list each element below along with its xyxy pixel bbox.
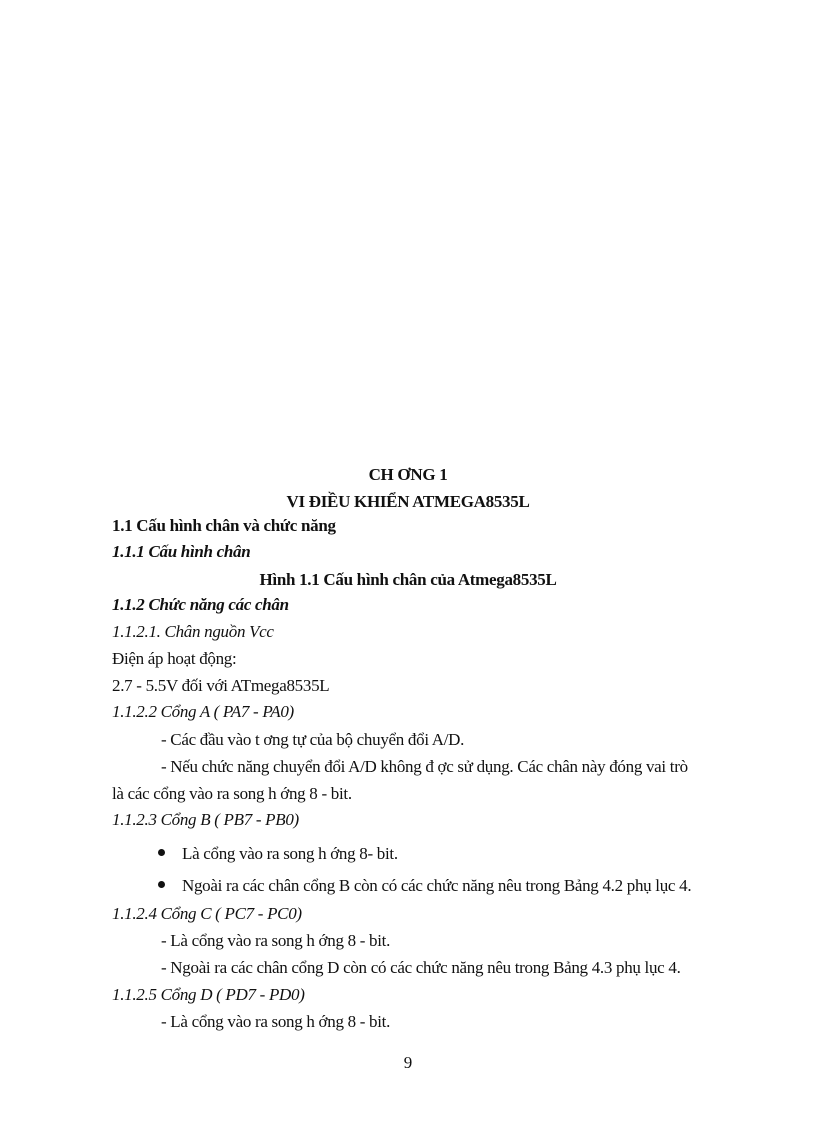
bullet-icon [158,881,165,888]
chapter-title: VI ĐIỀU KHIỂN ATMEGA8535L [286,492,530,511]
page-number: 9 [403,1053,413,1072]
body-text: Điện áp hoạt động: [112,649,237,668]
section-heading-1-1-2: 1.1.2 Chức năng các chân [112,595,289,614]
body-text: - Ngoài ra các chân cổng D còn có các chức năng nêu trong Bảng 4.3 phụ lục 4. [161,958,681,977]
bullet-item [158,843,398,865]
figure-placeholder [112,40,742,450]
section-heading-1-1: 1.1 Cấu hình chân và chức năng [112,516,336,535]
chapter-label: CH ƠNG 1 [368,465,448,484]
body-text: - Nếu chức năng chuyển đổi A/D không đ ợc sử dụng. Các chân này đóng vai trò [161,757,688,776]
subsection-heading-port-a: 1.1.2.2 Cổng A ( PA7 - PA0) [112,702,294,721]
subsection-heading-port-b: 1.1.2.3 Cổng B ( PB7 - PB0) [112,810,299,829]
section-heading-1-1-1: 1.1.1 Cấu hình chân [112,542,251,561]
bullet-item [158,875,691,897]
subsection-heading-port-d: 1.1.2.5 Cổng D ( PD7 - PD0) [112,985,305,1004]
bullet-icon [158,849,165,856]
body-text: - Các đầu vào t ơng tự của bộ chuyển đổi A/D. [161,730,465,749]
subsection-heading-port-c: 1.1.2.4 Cổng C ( PC7 - PC0) [112,904,302,923]
subsection-heading-vcc: 1.1.2.1. Chân nguồn Vcc [112,622,274,641]
body-text: 2.7 - 5.5V đối với ATmega8535L [112,676,330,695]
body-text: là các cổng vào ra song h ớng 8 - bit. [112,784,352,803]
bullet-text: Là cổng vào ra song h ớng 8- bit. [182,844,398,863]
body-text: - Là cổng vào ra song h ớng 8 - bit. [161,931,391,950]
bullet-text: Ngoài ra các chân cổng B còn có các chức năng nêu trong Bảng 4.2 phụ lục 4. [182,876,692,895]
figure-caption: Hình 1.1 Cấu hình chân của Atmega8535L [259,570,557,589]
body-text: - Là cổng vào ra song h ớng 8 - bit. [161,1012,391,1031]
